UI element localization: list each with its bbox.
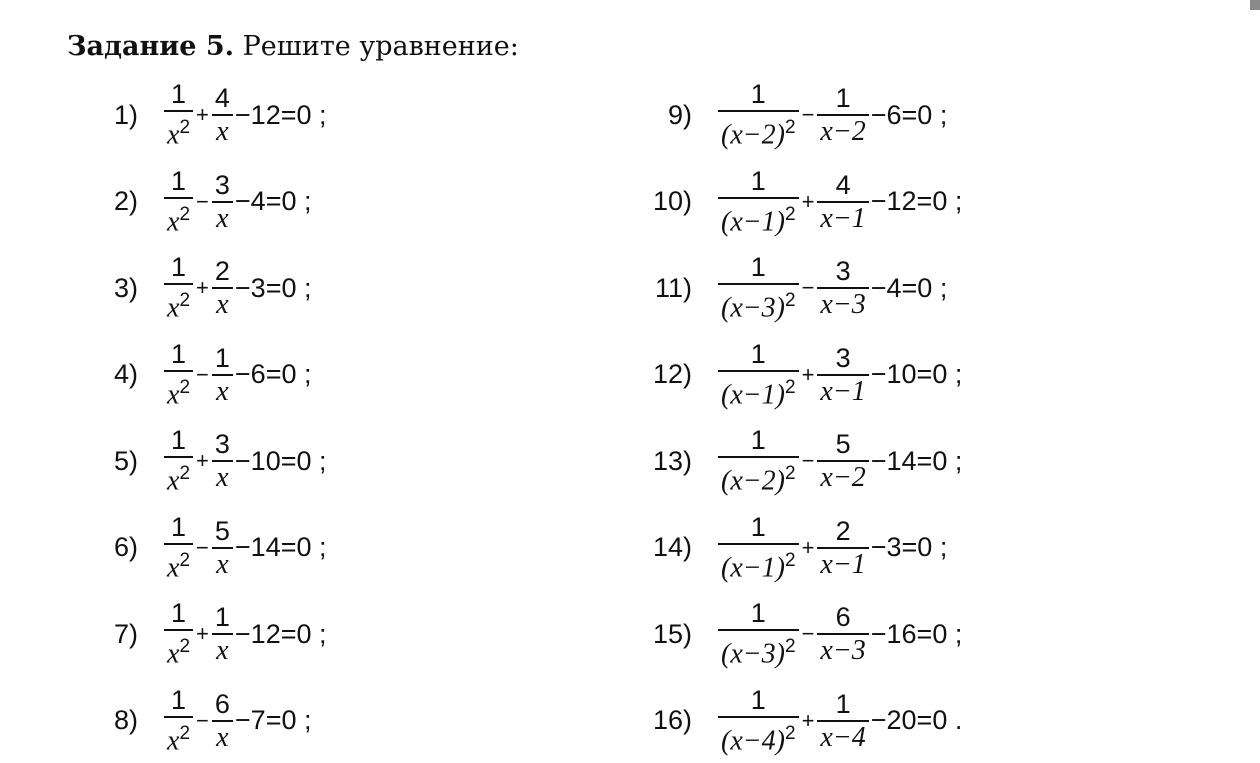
denominator: x−1 [820,202,866,234]
equation-number: 6) [113,532,138,562]
fraction-second [817,342,868,408]
denominator: x [216,116,229,147]
denominator: x [216,289,229,320]
equation-tail: −3=0 ; [234,272,312,303]
denominator: x−3 [820,289,866,320]
fraction-second [817,255,868,321]
exponent: 2 [784,376,796,398]
denominator: $(x-1)^2$ [721,203,796,238]
fraction-first [718,511,799,584]
equation-9 [640,78,947,152]
equation-tail: −10=0 ; [870,359,963,389]
equation-number: 11) [654,272,692,303]
equation-tail: −6=0 ; [870,99,948,130]
numerator: 1 [170,252,187,283]
fraction-second [817,515,868,581]
equation-tail: −12=0 ; [234,618,327,649]
fraction-second [212,255,233,321]
numerator: 1 [835,688,851,719]
numerator: 1 [750,79,766,110]
fraction-first [718,251,799,324]
equation-number: 2) [113,186,138,216]
operator: + [801,361,815,387]
equation-number: 9) [667,99,692,130]
denominator: $x^2$ [167,376,191,411]
numerator: 4 [835,169,851,200]
equation-tail: −6=0 ; [234,359,312,389]
equation-2 [100,165,311,239]
fraction-first [164,684,193,757]
numerator: 3 [835,256,851,286]
exponent: 2 [784,203,796,225]
denominator: $x^2$ [167,549,191,584]
exponent: 2 [784,290,796,312]
denominator: x−2 [820,116,866,147]
window-edge [1250,0,1260,10]
operator: − [801,621,815,646]
equation-number: 8) [113,705,138,735]
numerator: 1 [750,425,766,456]
equation-5 [100,424,327,498]
equation-number: 7) [113,618,138,649]
fraction-second [212,169,233,235]
operator: + [801,534,815,560]
denominator: $x^2$ [167,117,191,151]
equation-11 [640,251,947,325]
equation-number: 16) [652,705,692,735]
fraction-second [817,601,868,667]
denominator: $(x-4)^2$ [721,722,796,757]
equation-number: 14) [652,532,692,562]
operator: − [801,275,815,300]
operator: + [196,448,209,473]
numerator: 1 [170,165,187,196]
operator: + [801,188,815,214]
operator: + [196,621,209,646]
numerator: 3 [214,169,230,200]
numerator: 1 [214,342,230,373]
task-instruction: Решите уравнение: [234,31,519,62]
exponent: 2 [179,463,191,485]
operator: + [196,102,209,127]
exponent: 2 [179,549,191,571]
denominator: x−3 [820,635,866,666]
equation-number: 15) [652,618,692,649]
numerator: 1 [214,602,230,632]
fraction-first [164,597,193,670]
exponent: 2 [784,117,796,139]
numerator: 4 [214,83,230,113]
equation-14 [640,511,947,585]
operator: − [196,361,209,387]
fraction-second [212,515,233,581]
fraction-first [718,78,799,151]
fraction-first [164,78,193,151]
equation-tail: −4=0 ; [870,272,948,303]
fraction-first [164,338,193,411]
fraction-first [164,165,193,238]
equation-13 [640,424,962,498]
numerator: 1 [750,165,766,196]
equation-15 [640,597,962,671]
numerator: 3 [835,342,851,373]
equation-1 [100,78,327,152]
denominator: $(x-3)^2$ [721,290,796,324]
operator: + [196,275,209,300]
operator: − [801,102,815,127]
fraction-first [164,511,193,584]
numerator: 1 [170,79,187,110]
numerator: 5 [835,429,851,459]
equation-7 [100,597,327,671]
fraction-second [817,688,868,754]
denominator: $(x-3)^2$ [721,636,796,670]
denominator: $x^2$ [167,463,191,497]
numerator: 1 [170,425,187,456]
numerator: 1 [750,598,766,629]
denominator: x [216,548,229,580]
fraction-first [164,251,193,324]
equation-tail: −3=0 ; [870,532,948,562]
operator: − [196,534,209,560]
denominator: x [216,635,229,666]
equation-number: 13) [652,445,692,476]
equation-4 [100,338,311,412]
fraction-first [164,424,193,497]
numerator: 1 [170,511,187,542]
fraction-first [718,165,799,238]
exponent: 2 [179,636,191,658]
equation-3 [100,251,311,325]
numerator: 1 [750,511,766,542]
denominator: x−1 [820,548,866,580]
fraction-second [817,169,868,235]
exponent: 2 [179,376,191,398]
equation-16 [640,684,962,758]
exponent: 2 [179,203,191,225]
denominator: $(x-1)^2$ [721,376,796,411]
numerator: 3 [214,429,230,459]
denominator: x−4 [820,721,866,753]
equation-number: 3) [113,272,138,303]
numerator: 1 [750,684,766,715]
numerator: 1 [170,598,187,629]
numerator: 2 [214,256,230,286]
fraction-first [718,684,799,757]
denominator: $x^2$ [167,290,191,324]
denominator: $x^2$ [167,203,191,238]
operator: − [196,707,209,733]
denominator: x [216,202,229,234]
task-number: Задание 5. [67,31,235,62]
operator: − [801,448,815,473]
fraction-second [212,82,233,148]
equation-number: 4) [113,359,138,389]
equation-10 [640,165,962,239]
fraction-first [718,338,799,411]
equation-tail: −14=0 ; [234,532,327,562]
exponent: 2 [179,722,191,744]
numerator: 1 [170,684,187,715]
equation-tail: −14=0 ; [870,445,963,476]
equation-12 [640,338,962,412]
equation-number: 1) [113,99,138,130]
equation-6 [100,511,327,585]
fraction-second [817,82,868,148]
fraction-first [718,424,799,497]
exponent: 2 [784,463,796,485]
denominator: $x^2$ [167,722,191,757]
fraction-first [718,597,799,670]
equation-tail: −10=0 ; [234,445,327,476]
equation-number: 10) [652,186,692,216]
equation-tail: −4=0 ; [234,186,312,216]
numerator: 1 [170,338,187,369]
denominator: x [216,462,229,493]
numerator: 6 [214,688,230,719]
denominator: $x^2$ [167,636,191,670]
task-heading [67,31,519,62]
equation-tail: −16=0 ; [870,618,963,649]
fraction-second [817,428,868,494]
exponent: 2 [784,549,796,571]
equation-number: 5) [113,445,138,476]
denominator: x [216,375,229,407]
numerator: 1 [750,338,766,369]
denominator: x−1 [820,375,866,407]
numerator: 6 [835,602,851,632]
operator: − [196,188,209,214]
operator: + [801,707,815,733]
equation-tail: −12=0 ; [234,99,327,130]
numerator: 5 [214,515,230,546]
exponent: 2 [784,722,796,744]
denominator: x−2 [820,462,866,493]
numerator: 2 [835,515,851,546]
fraction-second [212,688,233,754]
denominator: $(x-1)^2$ [721,549,796,584]
denominator: $(x-2)^2$ [721,117,796,151]
denominator: $(x-2)^2$ [721,463,796,497]
equation-8 [100,684,311,758]
exponent: 2 [784,636,796,658]
equation-tail: −20=0 . [870,705,963,735]
fraction-second [212,428,233,494]
numerator: 1 [750,252,766,283]
fraction-second [212,601,233,667]
denominator: x [216,721,229,753]
equation-number: 12) [652,359,692,389]
numerator: 1 [835,83,851,113]
fraction-second [212,342,233,408]
exponent: 2 [179,290,191,312]
equation-tail: −7=0 ; [234,705,312,735]
exponent: 2 [179,117,191,139]
equation-tail: −12=0 ; [870,186,963,216]
